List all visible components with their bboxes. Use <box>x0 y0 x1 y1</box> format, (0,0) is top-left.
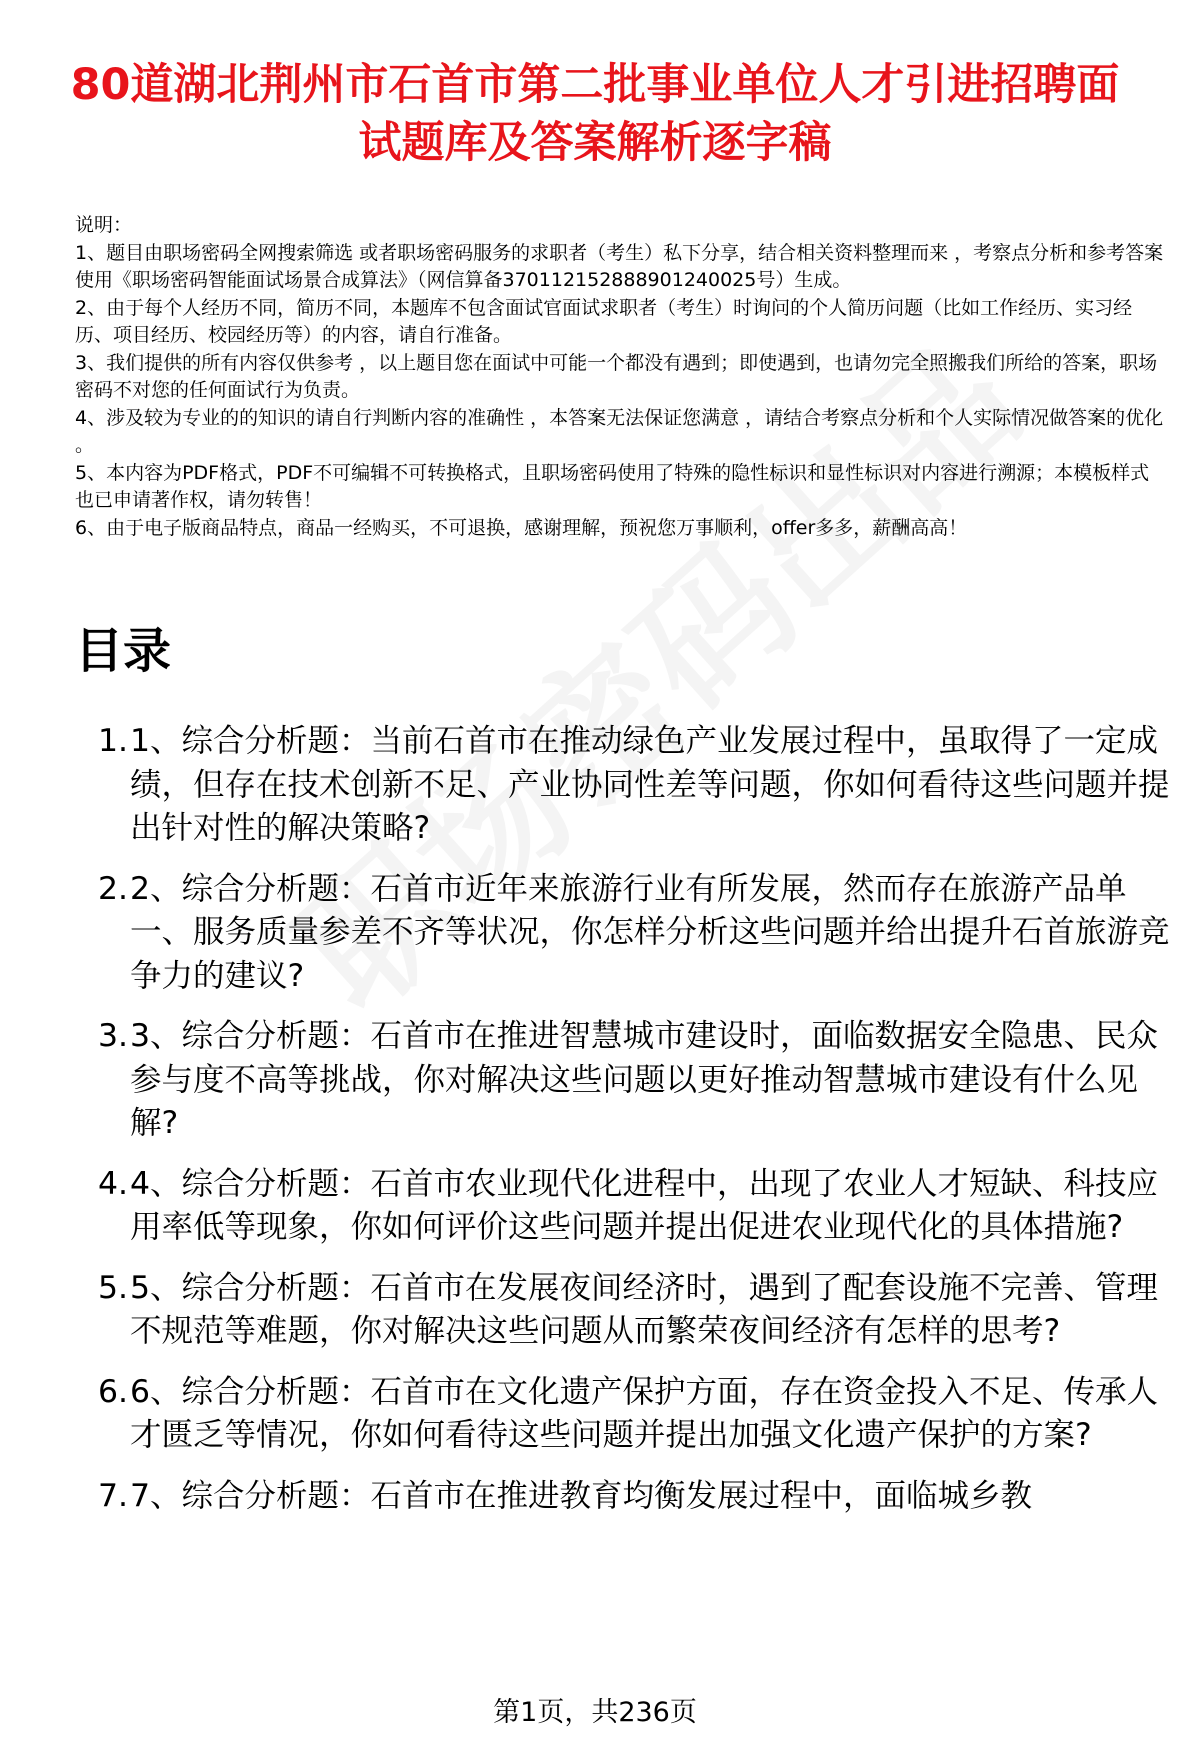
toc-item[interactable] <box>0 1163 1190 1250</box>
toc-item[interactable] <box>0 1371 1190 1458</box>
toc-item-number: 1. <box>97 723 128 759</box>
toc-item-number: 5. <box>97 1269 128 1306</box>
page-footer: 第1页，共236页 <box>493 1697 697 1728</box>
toc-item[interactable] <box>0 1267 1190 1354</box>
document-title: 80道湖北荆州市石首市第二批事业单位人才引进招聘面试题库及答案解析逐字稿 <box>70 60 1120 168</box>
toc-item-text[interactable]: 1、综合分析题：当前石首市在推动绿色产业发展过程中，虽取得了一定成绩，但存在技术创新不足、产业协同性差等问题，你如何看待这些问题并提出针对性的解决策略? <box>130 723 1170 846</box>
note-item: 1、题目由职场密码全网搜索筛选 或者职场密码服务的求职者（考生）私下分享，结合相关资料整理而来 ，考察点分析和参考答案使用《职场密码智能面试场景合成算法》（网信算备370112152888901240025号）生成。 <box>75 241 1164 291</box>
notes-heading: 说明： <box>75 214 133 236</box>
toc-item-number: 7. <box>97 1477 128 1514</box>
note-item: 3、我们提供的所有内容仅供参考 ，以上题目您在面试中可能一个都没有遇到；即使遇到，也请勿完全照搬我们所给的答案，职场密码不对您的任何面试行为负责。 <box>75 351 1158 401</box>
toc-item-text[interactable]: 2、综合分析题：石首市近年来旅游行业有所发展，然而存在旅游产品单一、服务质量参差不齐等状况，你怎样分析这些问题并给出提升石首旅游竞争力的建议? <box>130 870 1170 994</box>
toc-item[interactable] <box>0 1475 1190 1519</box>
toc-item[interactable] <box>0 720 1190 851</box>
toc-item[interactable] <box>0 868 1190 999</box>
note-item: 4、涉及较为专业的的知识的请自行判断内容的准确性 ，本答案无法保证您满意 ，请结合考察点分析和个人实际情况做答案的优化 。 <box>75 406 1164 456</box>
note-item: 2、由于每个人经历不同，简历不同，本题库不包含面试官面试求职者（考生）时询问的个人简历问题（比如工作经历、实习经历、项目经历、校园经历等）的内容，请自行准备。 <box>75 296 1133 346</box>
toc-item-number: 2. <box>97 870 128 907</box>
toc-item-text[interactable]: 3、综合分析题：石首市在推进智慧城市建设时，面临数据安全隐患、民众参与度不高等挑战，你对解决这些问题以更好推动智慧城市建设有什么见解? <box>130 1018 1159 1141</box>
toc-item-text[interactable]: 4、综合分析题：石首市农业现代化进程中，出现了农业人才短缺、科技应用率低等现象，你如何评价这些问题并提出促进农业现代化的具体措施? <box>130 1165 1159 1245</box>
toc-item-text[interactable]: 6、综合分析题：石首市在文化遗产保护方面，存在资金投入不足、传承人才匮乏等情况，你如何看待这些问题并提出加强文化遗产保护的方案? <box>130 1373 1159 1453</box>
note-item: 6、由于电子版商品特点，商品一经购买，不可退换，感谢理解，预祝您万事顺利，offer多多，薪酬高高！ <box>75 516 968 539</box>
notes-section <box>75 212 1165 542</box>
toc-item-number: 3. <box>97 1018 128 1054</box>
toc-item-number: 6. <box>97 1373 128 1410</box>
toc-item[interactable] <box>0 1015 1190 1146</box>
toc-heading: 目录 <box>75 623 172 679</box>
toc-item-text[interactable]: 5、综合分析题：石首市在发展夜间经济时，遇到了配套设施不完善、管理不规范等难题，你对解决这些问题从而繁荣夜间经济有怎样的思考? <box>130 1269 1159 1349</box>
toc-list <box>0 720 1190 1535</box>
toc-item-text[interactable]: 7、综合分析题：石首市在推进教育均衡发展过程中，面临城乡教 <box>130 1477 1033 1514</box>
note-item: 5、本内容为PDF格式，PDF不可编辑不可转换格式，且职场密码使用了特殊的隐性标识和显性标识对内容进行溯源；本模板样式也已申请著作权，请勿转售！ <box>75 461 1150 511</box>
toc-item-number: 4. <box>97 1165 128 1202</box>
